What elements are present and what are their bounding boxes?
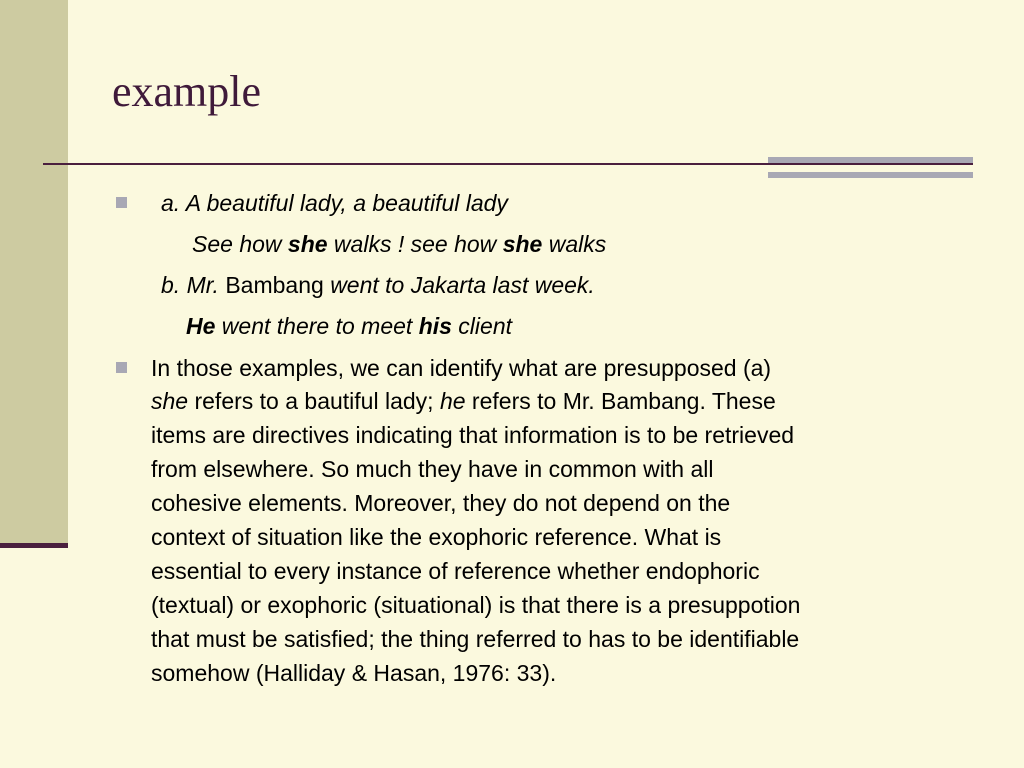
emphasis-she: she bbox=[502, 231, 543, 257]
paragraph-line: essential to every instance of reference whether endophoric bbox=[151, 558, 760, 584]
text-span: walks ! see how bbox=[327, 231, 503, 257]
text-span: client bbox=[451, 313, 513, 339]
paragraph-line: context of situation like the exophoric reference. What is bbox=[151, 524, 722, 550]
example-a-line-1 bbox=[161, 186, 508, 220]
text-span: Bambang bbox=[218, 272, 331, 298]
paragraph-line: In those examples, we can identify what are presupposed (a) bbox=[151, 355, 772, 381]
emphasis-she: she bbox=[287, 231, 328, 257]
paragraph-line bbox=[151, 384, 776, 418]
bullet-square-icon bbox=[116, 197, 127, 208]
example-b-line-2 bbox=[186, 309, 512, 343]
text-span: See how bbox=[192, 231, 288, 257]
example-a-text: a. A beautiful lady, a beautiful lady bbox=[161, 190, 508, 216]
text-span: she bbox=[151, 388, 189, 414]
text-span: walks bbox=[542, 231, 607, 257]
example-b-line-1 bbox=[161, 268, 595, 302]
text-span: went there to meet bbox=[215, 313, 419, 339]
paragraph-line: that must be satisfied; the thing referred to has to be identifiable bbox=[151, 626, 800, 652]
emphasis-he: He bbox=[186, 313, 216, 339]
text-span: b. Mr. bbox=[161, 272, 219, 298]
text-span: he bbox=[439, 388, 466, 414]
paragraph-line: (textual) or exophoric (situational) is that there is a presuppotion bbox=[151, 592, 801, 618]
text-span: went to Jakarta last week. bbox=[330, 272, 595, 298]
paragraph-line: from elsewhere. So much they have in common with all bbox=[151, 456, 714, 482]
bullet-square-icon bbox=[116, 362, 127, 373]
text-span: refers to a bautiful lady; bbox=[188, 388, 440, 414]
paragraph-line: items are directives indicating that information is to be retrieved bbox=[151, 422, 795, 448]
slide-title: example bbox=[112, 67, 262, 116]
emphasis-his: his bbox=[418, 313, 452, 339]
paragraph-line: cohesive elements. Moreover, they do not depend on the bbox=[151, 490, 731, 516]
paragraph-line: somehow (Halliday & Hasan, 1976: 33). bbox=[151, 660, 557, 686]
text-span: refers to Mr. Bambang. These bbox=[465, 388, 776, 414]
example-a-line-2 bbox=[192, 227, 606, 261]
